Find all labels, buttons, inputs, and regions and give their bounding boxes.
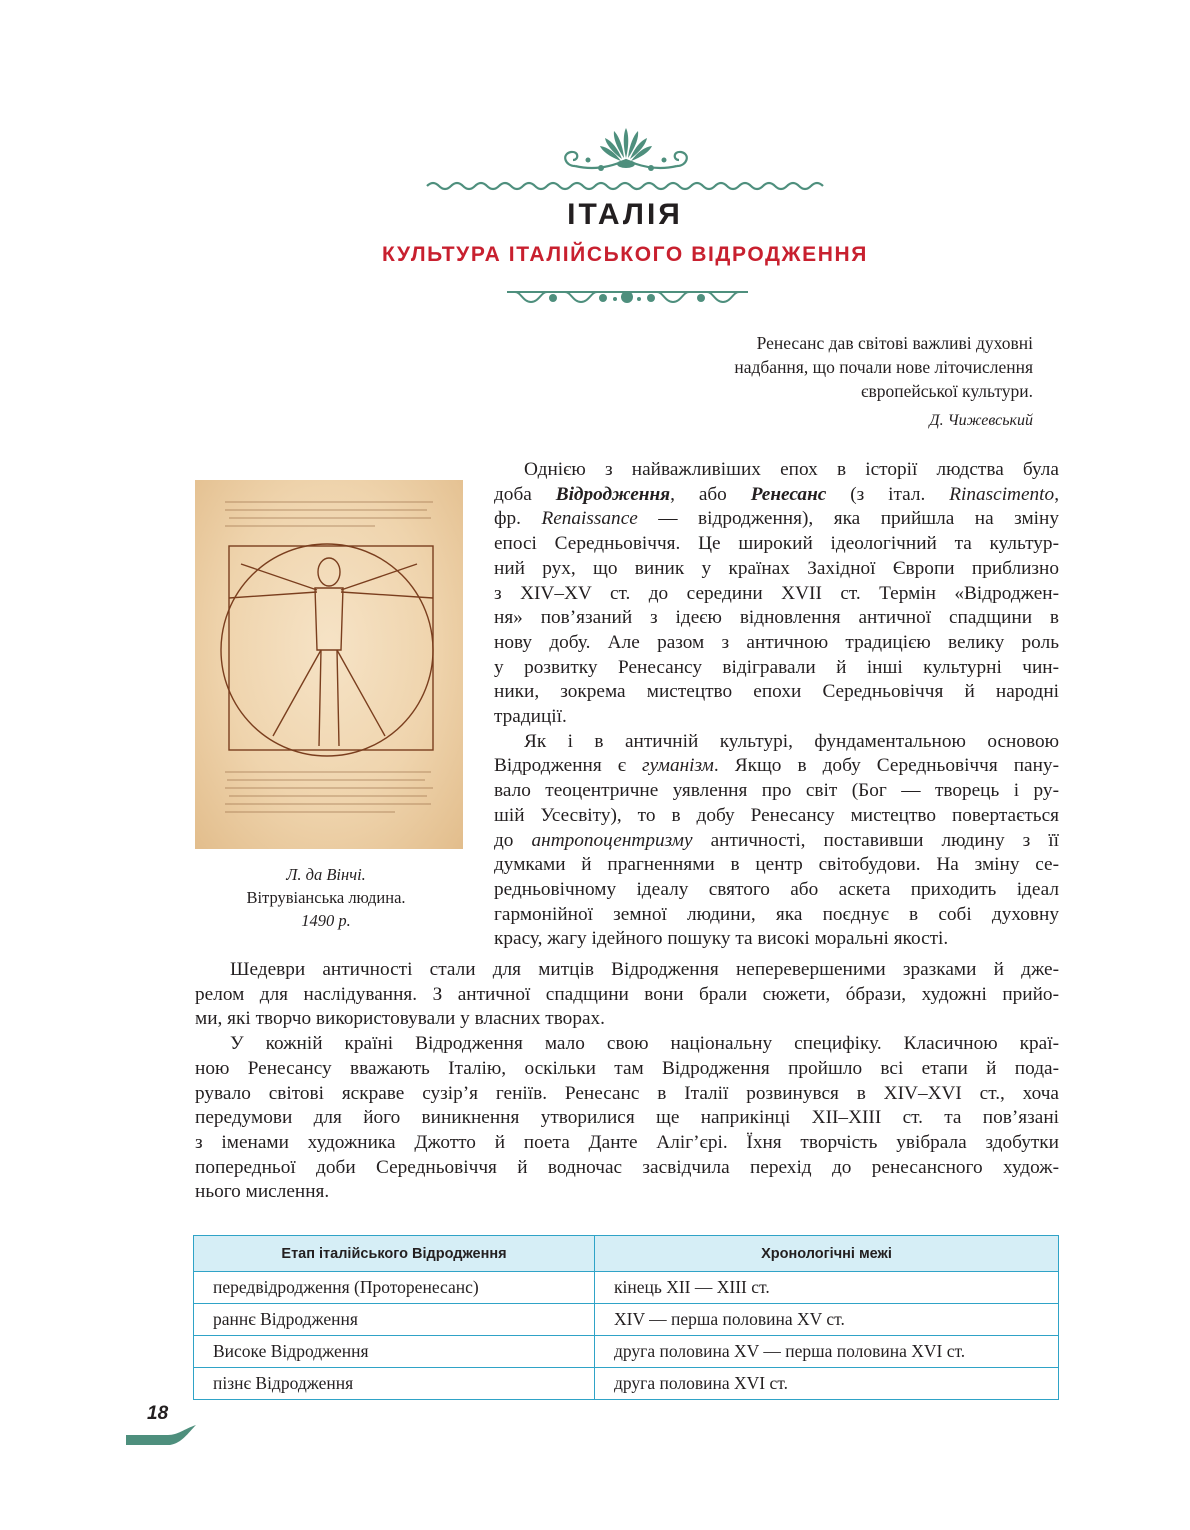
text-line: з іменами художника Джотто й поета Данте Аліг’єрі. Їхня творчість увібрала здобутки [195, 1131, 1059, 1153]
text-line: У кожній країні Відродження мало свою національну специфіку. Класичною краї- [230, 1033, 1059, 1055]
chapter-title: ІТАЛІЯ [567, 198, 683, 231]
body-column-text [494, 458, 1059, 952]
page-number: 18 [147, 1403, 169, 1424]
term-renesans: Ренесанс [750, 483, 827, 505]
text-line: передумови для його виникнення утворилися ще наприкінці XII–XIII ст. та пов’язані [195, 1107, 1059, 1129]
term-vidrodzhennia: Відродження [555, 483, 671, 505]
table-header-row [194, 1236, 1059, 1272]
page-swoosh-icon [126, 1425, 198, 1447]
figure-caption [195, 863, 457, 932]
table-cell: кінець XII — XIII ст. [595, 1272, 1059, 1304]
epigraph [700, 331, 1033, 403]
vitruvian-man-drawing [195, 480, 463, 849]
term-gumanizm: гуманізм [642, 755, 714, 777]
term-antropotsentryzm: антропоцентризму [531, 829, 693, 851]
chapter-subtitle: КУЛЬТУРА ІТАЛІЙСЬКОГО ВІДРОДЖЕННЯ [382, 243, 868, 266]
epigraph-line: Ренесанс дав світові важливі духовні [756, 333, 1033, 353]
text-line: епосі Середньовіччя. Це широкий ідеологічний та культур- [494, 533, 1059, 555]
caption-title: Вітрувіанська людина. [246, 888, 406, 907]
text-line: у розвитку Ренесансу відігравали й інші культурні чин- [494, 656, 1059, 678]
text-line: фр. Renaissance — відродження), яка прийшла на зміну [494, 508, 1059, 530]
text-line: редньовічному ідеалу святого або аскета приходить ідеал [494, 878, 1059, 900]
text-line: ники, зокрема мистецтво епохи Середньовіччя й народні [494, 681, 1059, 703]
palmette-ornament-icon [425, 122, 827, 194]
body-full-text [195, 958, 1059, 1205]
text-line: ний рух, що виник у країнах Західної Європи приблизно [494, 557, 1059, 579]
renaissance-stages-table [193, 1235, 1059, 1400]
text-line: релом для наслідування. З античної спадщини вони брали сюжети, óбрази, художні прийо- [195, 983, 1059, 1005]
scroll-ornament-icon [505, 284, 750, 308]
text-line: думками й прагненнями в центр світобудови. На зміну се- [494, 854, 1059, 876]
text-line: ною Ренесансу вважають Італію, оскільки там Відродження пройшло всі етапи й пода- [195, 1057, 1059, 1079]
text-line: шій Усесвіту), то в добу Ренесансу мистецтво повертається [494, 804, 1059, 826]
text-line: до антропоцентризму античності, поставивши людину з її [494, 829, 1059, 851]
caption-year: 1490 р. [301, 911, 351, 930]
text-line: Однією з найважливіших епох в історії людства була [524, 459, 1059, 480]
text-line: рувало світові яскраве сузір’я геніїв. Ренесанс в Італії розвинувся в XIV–XVI ст., хоча [195, 1082, 1059, 1104]
table-row [194, 1304, 1059, 1336]
column-header-chronology: Хронологічні межі [595, 1236, 1059, 1272]
text-line: з XIV–XV ст. до середини XVII ст. Термін «Відроджен- [494, 582, 1059, 604]
text-line: Відродження є гуманізм. Якщо в добу Середньовіччя пану- [494, 755, 1059, 777]
text-line: нього мислення. [195, 1181, 330, 1203]
text-line: ня» пов’язаний з ідеєю відновлення античної спадщини в [494, 607, 1059, 629]
table-row [194, 1272, 1059, 1304]
text-line: гармонійної земної людини, яка поєднує в собі духовну [494, 903, 1059, 925]
text-line: Як і в античній культурі, фундаментальною основою [524, 730, 1059, 752]
table-cell: пізнє Відродження [194, 1368, 595, 1400]
epigraph-line: європейської культури. [860, 381, 1033, 401]
table-cell: раннє Відродження [194, 1304, 595, 1336]
table-row [194, 1368, 1059, 1400]
table-row [194, 1336, 1059, 1368]
text-line: красу, жагу ідейного пошуку та високі моральні якості. [494, 928, 949, 950]
table-cell: друга половина XVI ст. [595, 1368, 1059, 1400]
column-header-stage: Етап італійського Відродження [194, 1236, 595, 1272]
table-cell: передвідродження (Проторенесанс) [194, 1272, 595, 1304]
caption-author: Л. да Вінчі. [286, 865, 366, 884]
text-line: ми, які творчо використовували у власних творах. [195, 1008, 605, 1030]
text-line: доба Відродження, або Ренесанс (з італ. Rinascimento, [494, 483, 1060, 505]
text-line: традиції. [494, 706, 567, 728]
text-line: нову добу. Але разом з античною традицією велику роль [494, 631, 1059, 653]
table-cell: XIV — перша половина XV ст. [595, 1304, 1059, 1336]
text-line: Шедеври античності стали для митців Відродження неперевершеними зразками й дже- [230, 959, 1059, 980]
epigraph-line: надбання, що почали нове літочислення [734, 357, 1033, 377]
text-line: вало теоцентричне уявлення про світ (Бог — творець і ру- [494, 780, 1059, 802]
vitruvian-man-image [195, 480, 463, 849]
table-cell: Високе Відродження [194, 1336, 595, 1368]
table-cell: друга половина XV — перша половина XVI ст. [595, 1336, 1059, 1368]
text-line: попередньої доби Середньовіччя й водночас засвідчила перехід до ренесансного худож- [195, 1156, 1059, 1178]
epigraph-author: Д. Чижевський [929, 412, 1033, 429]
